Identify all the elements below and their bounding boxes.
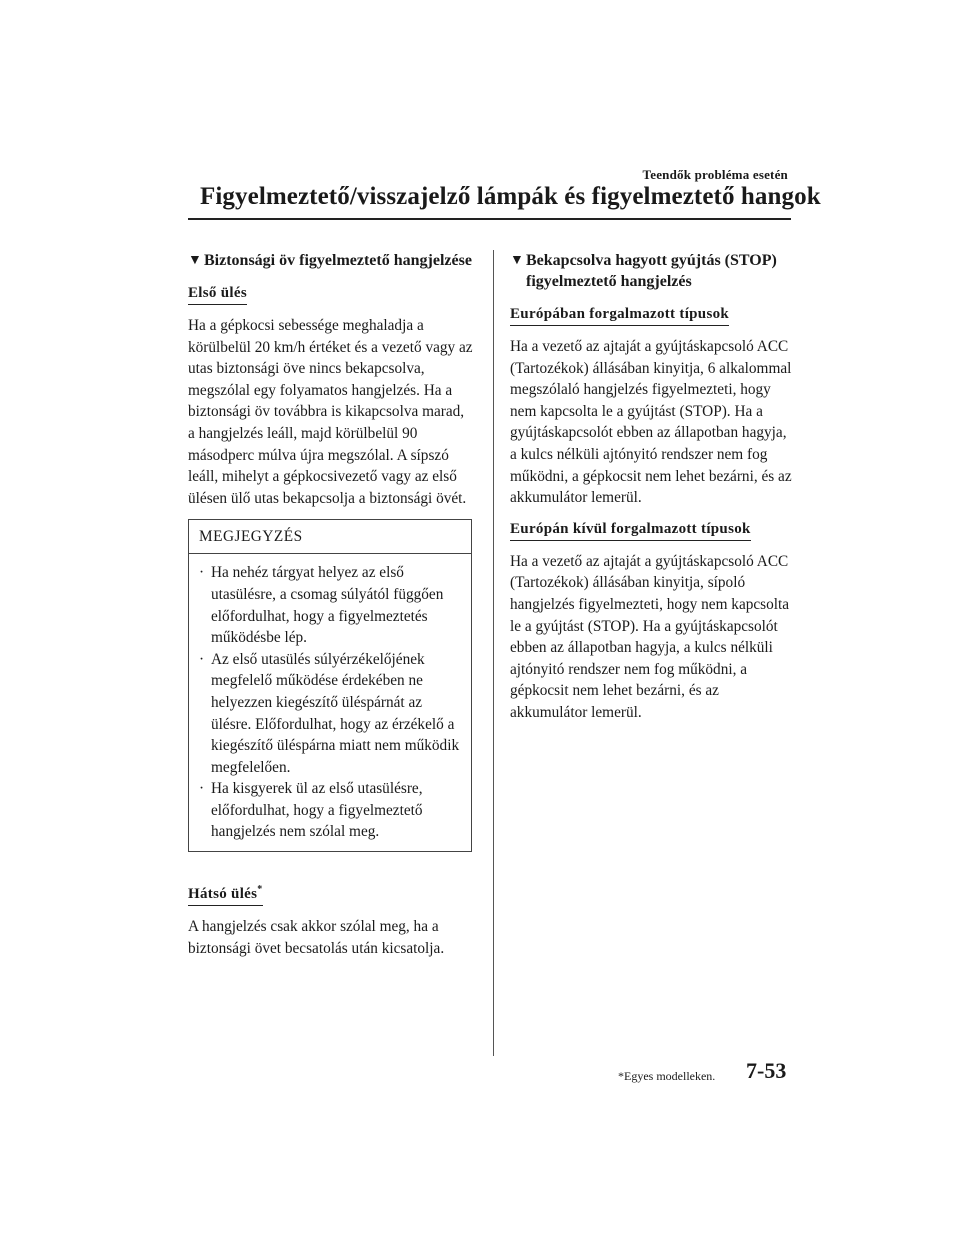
europe-text: Ha a vezető az ajtaját a gyújtáskapcsoló ACC (Tartozékok) állásában kinyitja, 6 alkalommal megszólaló hangjelzés figyelmezteti, hogy nem kapcsolta le a gyújtást (STOP). Ha a gyújtáskapcsolót ebben az állapotban hagyja, a kulcs nélküli ajtónyitó rendszer nem fog működni, a gépkocsit nem lehet bezárni, és az akkumulátor lemerül. xyxy=(510,338,792,507)
chapter-label: Teendők probléma esetén xyxy=(642,167,788,182)
seatbelt-heading-text: Biztonsági öv figyelmeztető hangjelzése xyxy=(204,252,472,269)
section-title: Figyelmeztető/visszajelző lámpák és figyelmeztető hangok xyxy=(200,183,821,210)
triangle-bullet-icon: ▼ xyxy=(510,253,524,268)
non-europe-text: Ha a vezető az ajtaját a gyújtáskapcsoló ACC (Tartozékok) állásában kinyitja, sípoló hangjelzés figyelmezteti, hogy nem kapcsolta le a gyújtást (STOP). Ha a gyújtáskapcsolót ebben az állapotban hagyja, a kulcs nélküli ajtónyitó rendszer nem fog működni, a gépkocsit nem lehet bezárni, és az akkumulátor lemerül. xyxy=(510,552,790,721)
ignition-heading xyxy=(510,250,794,292)
note-item xyxy=(199,562,463,648)
note-item-text: Ha nehéz tárgyat helyez az első utasülésre, a csomag súlyától függően előfordulhat, hogy a figyelmeztetés működésbe lép. xyxy=(211,564,444,647)
non-europe-subheading: Európán kívül forgalmazott típusok xyxy=(510,519,751,541)
note-item-text: Az első utasülés súlyérzékelőjének megfelelő működése érdekében ne helyezzen kiegészítő üléspárnát az ülésre. Előfordulhat, hogy az érzékelő a kiegészítő üléspárna miatt nem működik megfelelően. xyxy=(211,650,460,776)
column-divider xyxy=(493,250,494,1056)
footnote: *Egyes modelleken. xyxy=(618,1069,716,1083)
bullet-icon: · xyxy=(199,650,205,668)
rear-seat-subheading-text: Hátsó ülés xyxy=(188,886,258,903)
europe-subheading: Európában forgalmazott típusok xyxy=(510,304,729,326)
title-rule xyxy=(188,218,791,220)
note-item xyxy=(199,649,463,779)
right-column xyxy=(510,250,794,734)
front-seat-text: Ha a gépkocsi sebessége meghaladja a körülbelül 20 km/h értéket és a vezető vagy az utas biztonsági öve nincs bekapcsolva, megszólal egy folyamatos hangjelzés. Ha a biztonsági öv továbbra is kikapcsolva marad, a hangjelzés leáll, majd körülbelül 90 másodperc múlva újra megszólal. A sípszó leáll, mihelyt a gépkocsivezető vagy az első ülésen ülő utas bekapcsolja a biztonsági övét. xyxy=(188,317,473,507)
ignition-heading-text: Bekapcsolva hagyott gyújtás (STOP) figyelmeztető hangjelzés xyxy=(526,252,777,290)
note-title: MEGJEGYZÉS xyxy=(189,520,471,554)
asterisk-mark: * xyxy=(257,884,263,896)
page-number: 7-53 xyxy=(746,1058,787,1083)
note-item-text: Ha kisgyerek ül az első utasülésre, előfordulhat, hogy a figyelmeztető hangjelzés nem szólal meg. xyxy=(211,780,423,841)
bullet-icon: · xyxy=(199,780,205,798)
triangle-bullet-icon: ▼ xyxy=(188,253,202,268)
note-box xyxy=(188,519,472,852)
left-column xyxy=(188,250,474,969)
rear-seat-subheading xyxy=(188,880,263,906)
rear-seat-text: A hangjelzés csak akkor szólal meg, ha a biztonsági övet becsatolás után kicsatolja. xyxy=(188,918,445,957)
front-seat-subheading: Első ülés xyxy=(188,283,247,305)
bullet-icon: · xyxy=(199,564,205,582)
note-body xyxy=(189,554,471,851)
note-item xyxy=(199,778,463,843)
seatbelt-heading xyxy=(188,250,474,271)
